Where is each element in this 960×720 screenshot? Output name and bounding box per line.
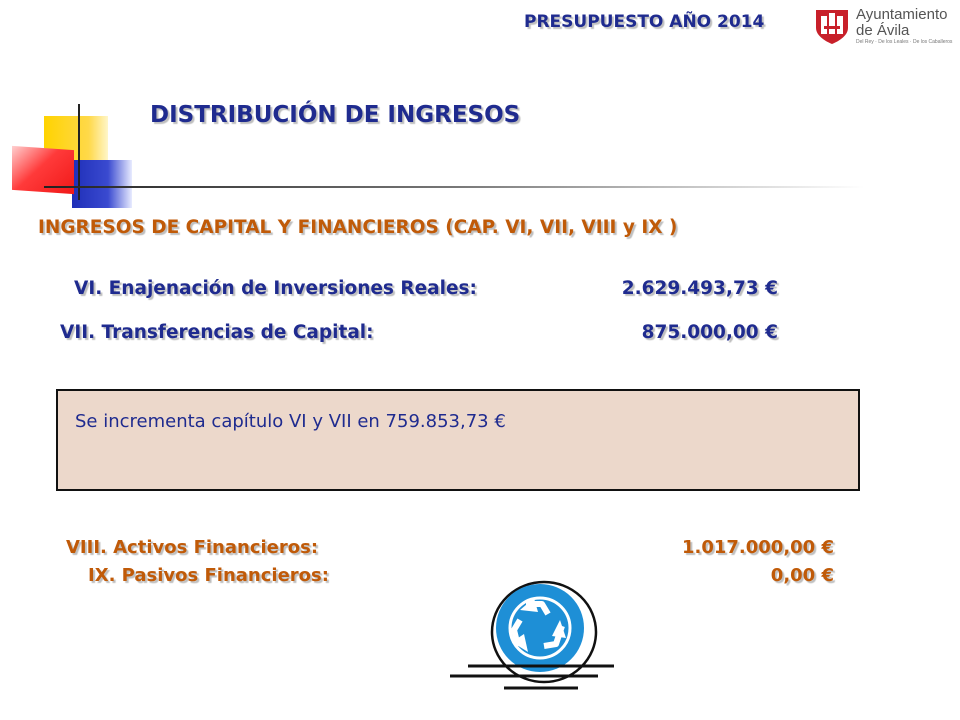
row-vii-label: VII. Transferencias de Capital: <box>60 322 374 343</box>
header-title: PRESUPUESTO AÑO 2014 <box>524 12 765 32</box>
city-crest-icon <box>812 6 852 46</box>
recycle-graphic <box>448 580 618 692</box>
title-underline <box>44 186 864 188</box>
row-vii-value: 875.000,00 € <box>641 322 778 343</box>
row-viii-label: VIII. Activos Financieros: <box>66 537 319 558</box>
logo-line1: Ayuntamiento <box>856 6 948 23</box>
subheading: INGRESOS DE CAPITAL Y FINANCIEROS (CAP. VI, VII, VIII y IX ) <box>38 217 678 238</box>
row-vi-label: VI. Enajenación de Inversiones Reales: <box>74 278 477 299</box>
row-vi-value: 2.629.493,73 € <box>621 278 778 299</box>
note-box <box>56 389 860 491</box>
row-viii-value: 1.017.000,00 € <box>681 537 834 558</box>
note-text: Se incrementa capítulo VI y VII en 759.853,73 € <box>75 411 506 432</box>
row-ix-value: 0,00 € <box>770 565 834 586</box>
logo-line2: de Ávila <box>856 22 910 39</box>
decor-blue-square <box>72 160 132 208</box>
ayuntamiento-logo <box>812 4 954 48</box>
logo-tagline: Del Rey · De los Leales · De los Caballeros <box>856 39 953 45</box>
section-title: DISTRIBUCIÓN DE INGRESOS <box>150 102 521 128</box>
row-ix-label: IX. Pasivos Financieros: <box>88 565 329 586</box>
recycle-icon <box>448 580 618 692</box>
